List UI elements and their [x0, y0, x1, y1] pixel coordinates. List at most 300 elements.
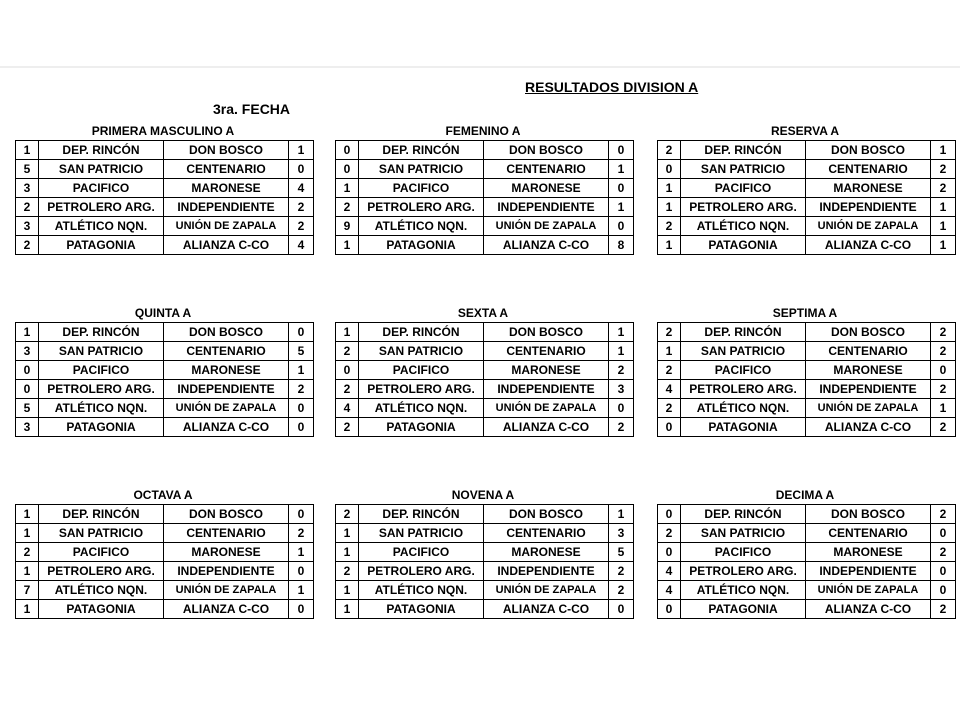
- home-team: PETROLERO ARG.: [359, 198, 484, 217]
- away-team: UNIÓN DE ZAPALA: [164, 399, 289, 418]
- home-score: 0: [658, 160, 681, 179]
- away-team: DON BOSCO: [484, 323, 609, 342]
- home-team: ATLÉTICO NQN.: [681, 399, 806, 418]
- home-team: PETROLERO ARG.: [39, 562, 164, 581]
- away-team: ALIANZA C-CO: [484, 236, 609, 255]
- home-score: 1: [16, 323, 39, 342]
- away-score: 1: [931, 399, 956, 418]
- match-row: [658, 380, 956, 399]
- results-table: [657, 140, 956, 255]
- away-score: 2: [931, 505, 956, 524]
- match-row: [658, 581, 956, 600]
- match-row: [16, 217, 314, 236]
- away-score: 1: [289, 581, 314, 600]
- home-score: 2: [336, 380, 359, 399]
- home-score: 1: [16, 562, 39, 581]
- away-score: 1: [289, 543, 314, 562]
- away-score: 1: [289, 361, 314, 380]
- home-team: SAN PATRICIO: [359, 342, 484, 361]
- home-score: 2: [336, 342, 359, 361]
- results-table: [15, 322, 314, 437]
- away-score: 1: [289, 141, 314, 160]
- home-score: 1: [658, 198, 681, 217]
- home-team: PETROLERO ARG.: [39, 198, 164, 217]
- home-score: 0: [336, 141, 359, 160]
- away-score: 2: [931, 342, 956, 361]
- category-title: RESERVA A: [770, 124, 839, 138]
- home-score: 1: [336, 323, 359, 342]
- home-team: PACIFICO: [359, 543, 484, 562]
- match-row: [658, 141, 956, 160]
- home-score: 7: [16, 581, 39, 600]
- home-score: 1: [336, 179, 359, 198]
- match-row: [16, 141, 314, 160]
- home-score: 1: [16, 600, 39, 619]
- away-score: 0: [289, 600, 314, 619]
- away-team: MARONESE: [484, 179, 609, 198]
- away-score: 1: [931, 217, 956, 236]
- match-row: [336, 217, 634, 236]
- away-score: 3: [609, 380, 634, 399]
- home-team: PACIFICO: [681, 361, 806, 380]
- away-team: MARONESE: [164, 361, 289, 380]
- home-team: PATAGONIA: [39, 418, 164, 437]
- away-score: 4: [289, 236, 314, 255]
- page-title: RESULTADOS DIVISION A: [525, 79, 699, 95]
- away-score: 2: [931, 543, 956, 562]
- home-team: DEP. RINCÓN: [681, 323, 806, 342]
- results-block-6: [657, 304, 953, 437]
- home-score: 3: [16, 418, 39, 437]
- match-row: [16, 323, 314, 342]
- away-team: INDEPENDIENTE: [806, 198, 931, 217]
- match-row: [16, 600, 314, 619]
- results-table: [657, 504, 956, 619]
- away-score: 5: [289, 342, 314, 361]
- away-score: 1: [931, 198, 956, 217]
- away-team: INDEPENDIENTE: [164, 562, 289, 581]
- home-score: 3: [16, 217, 39, 236]
- match-row: [16, 418, 314, 437]
- home-score: 4: [658, 562, 681, 581]
- match-row: [336, 198, 634, 217]
- away-team: CENTENARIO: [806, 160, 931, 179]
- away-team: ALIANZA C-CO: [484, 418, 609, 437]
- home-team: DEP. RINCÓN: [39, 505, 164, 524]
- home-score: 3: [16, 179, 39, 198]
- match-row: [16, 198, 314, 217]
- home-score: 0: [336, 160, 359, 179]
- away-score: 2: [609, 418, 634, 437]
- away-score: 0: [931, 581, 956, 600]
- away-team: UNIÓN DE ZAPALA: [484, 581, 609, 600]
- home-score: 2: [336, 418, 359, 437]
- match-row: [16, 524, 314, 543]
- match-row: [336, 342, 634, 361]
- home-team: SAN PATRICIO: [359, 160, 484, 179]
- match-row: [336, 399, 634, 418]
- home-score: 1: [336, 543, 359, 562]
- away-score: 0: [289, 505, 314, 524]
- away-score: 2: [609, 562, 634, 581]
- home-score: 2: [336, 198, 359, 217]
- away-team: DON BOSCO: [164, 141, 289, 160]
- home-team: ATLÉTICO NQN.: [39, 399, 164, 418]
- home-team: PETROLERO ARG.: [681, 380, 806, 399]
- home-score: 4: [658, 380, 681, 399]
- match-row: [658, 600, 956, 619]
- match-row: [336, 600, 634, 619]
- results-table: [335, 504, 634, 619]
- results-block-9: [657, 486, 953, 619]
- away-score: 0: [931, 524, 956, 543]
- home-team: PATAGONIA: [681, 418, 806, 437]
- home-score: 1: [336, 581, 359, 600]
- home-score: 1: [16, 505, 39, 524]
- away-score: 2: [289, 198, 314, 217]
- away-score: 2: [931, 323, 956, 342]
- away-team: ALIANZA C-CO: [164, 418, 289, 437]
- results-block-1: [15, 122, 311, 255]
- away-team: INDEPENDIENTE: [806, 562, 931, 581]
- home-score: 1: [16, 141, 39, 160]
- match-row: [658, 543, 956, 562]
- home-team: ATLÉTICO NQN.: [359, 399, 484, 418]
- away-score: 0: [609, 141, 634, 160]
- match-row: [336, 236, 634, 255]
- home-team: PATAGONIA: [359, 418, 484, 437]
- away-team: UNIÓN DE ZAPALA: [484, 217, 609, 236]
- home-team: SAN PATRICIO: [39, 524, 164, 543]
- match-row: [336, 179, 634, 198]
- match-row: [336, 562, 634, 581]
- away-team: ALIANZA C-CO: [806, 418, 931, 437]
- results-table: [335, 322, 634, 437]
- home-score: 1: [16, 524, 39, 543]
- home-score: 2: [336, 562, 359, 581]
- home-score: 0: [16, 380, 39, 399]
- home-team: PATAGONIA: [359, 600, 484, 619]
- away-score: 2: [931, 380, 956, 399]
- away-score: 0: [931, 562, 956, 581]
- category-title: FEMENINO A: [445, 124, 521, 138]
- match-row: [16, 380, 314, 399]
- away-team: MARONESE: [484, 543, 609, 562]
- home-score: 1: [336, 600, 359, 619]
- match-row: [658, 418, 956, 437]
- home-team: DEP. RINCÓN: [39, 323, 164, 342]
- results-block-4: [15, 304, 311, 437]
- home-team: SAN PATRICIO: [39, 160, 164, 179]
- top-divider: [0, 66, 960, 68]
- home-team: ATLÉTICO NQN.: [359, 217, 484, 236]
- home-score: 4: [658, 581, 681, 600]
- home-team: PACIFICO: [359, 361, 484, 380]
- away-score: 2: [289, 217, 314, 236]
- category-title: DECIMA A: [775, 488, 835, 502]
- home-team: PETROLERO ARG.: [359, 562, 484, 581]
- away-team: ALIANZA C-CO: [484, 600, 609, 619]
- away-score: 1: [931, 236, 956, 255]
- home-team: SAN PATRICIO: [681, 524, 806, 543]
- match-row: [658, 361, 956, 380]
- home-team: PACIFICO: [39, 179, 164, 198]
- away-score: 0: [931, 361, 956, 380]
- match-row: [336, 418, 634, 437]
- home-team: ATLÉTICO NQN.: [39, 217, 164, 236]
- match-row: [658, 160, 956, 179]
- away-score: 0: [609, 399, 634, 418]
- away-team: UNIÓN DE ZAPALA: [164, 581, 289, 600]
- home-team: DEP. RINCÓN: [39, 141, 164, 160]
- results-block-7: [15, 486, 311, 619]
- home-score: 0: [16, 361, 39, 380]
- match-row: [658, 198, 956, 217]
- home-team: PETROLERO ARG.: [39, 380, 164, 399]
- away-team: DON BOSCO: [484, 505, 609, 524]
- away-team: UNIÓN DE ZAPALA: [806, 399, 931, 418]
- match-row: [336, 361, 634, 380]
- results-table: [335, 140, 634, 255]
- away-score: 5: [609, 543, 634, 562]
- away-score: 2: [289, 380, 314, 399]
- home-team: DEP. RINCÓN: [681, 141, 806, 160]
- away-score: 2: [289, 524, 314, 543]
- home-team: ATLÉTICO NQN.: [681, 217, 806, 236]
- away-team: ALIANZA C-CO: [164, 236, 289, 255]
- home-score: 3: [16, 342, 39, 361]
- match-row: [658, 562, 956, 581]
- home-team: ATLÉTICO NQN.: [359, 581, 484, 600]
- away-team: MARONESE: [164, 543, 289, 562]
- match-row: [658, 323, 956, 342]
- home-score: 2: [658, 217, 681, 236]
- results-block-2: [335, 122, 631, 255]
- match-row: [16, 179, 314, 198]
- home-score: 1: [336, 236, 359, 255]
- home-team: PETROLERO ARG.: [359, 380, 484, 399]
- match-row: [658, 217, 956, 236]
- away-team: INDEPENDIENTE: [484, 380, 609, 399]
- away-score: 1: [609, 505, 634, 524]
- home-team: PACIFICO: [681, 543, 806, 562]
- home-team: PATAGONIA: [39, 600, 164, 619]
- match-row: [16, 581, 314, 600]
- home-team: DEP. RINCÓN: [681, 505, 806, 524]
- home-score: 1: [336, 524, 359, 543]
- away-team: CENTENARIO: [164, 342, 289, 361]
- home-team: ATLÉTICO NQN.: [681, 581, 806, 600]
- away-score: 2: [609, 361, 634, 380]
- home-team: DEP. RINCÓN: [359, 141, 484, 160]
- home-team: PATAGONIA: [681, 600, 806, 619]
- home-team: SAN PATRICIO: [681, 160, 806, 179]
- results-table: [15, 504, 314, 619]
- away-score: 4: [289, 179, 314, 198]
- match-row: [658, 342, 956, 361]
- match-row: [336, 323, 634, 342]
- home-team: SAN PATRICIO: [681, 342, 806, 361]
- away-team: DON BOSCO: [164, 323, 289, 342]
- home-score: 4: [336, 399, 359, 418]
- home-team: PATAGONIA: [681, 236, 806, 255]
- home-score: 5: [16, 399, 39, 418]
- match-row: [336, 141, 634, 160]
- away-team: CENTENARIO: [484, 342, 609, 361]
- away-team: ALIANZA C-CO: [806, 236, 931, 255]
- away-team: CENTENARIO: [164, 524, 289, 543]
- home-score: 9: [336, 217, 359, 236]
- match-row: [16, 543, 314, 562]
- away-team: ALIANZA C-CO: [164, 600, 289, 619]
- home-team: DEP. RINCÓN: [359, 505, 484, 524]
- away-team: INDEPENDIENTE: [164, 380, 289, 399]
- category-title: SEXTA A: [457, 306, 509, 320]
- away-score: 0: [609, 179, 634, 198]
- match-row: [16, 361, 314, 380]
- away-score: 3: [609, 524, 634, 543]
- match-row: [336, 380, 634, 399]
- away-team: UNIÓN DE ZAPALA: [806, 581, 931, 600]
- match-row: [336, 581, 634, 600]
- away-team: UNIÓN DE ZAPALA: [806, 217, 931, 236]
- away-team: DON BOSCO: [806, 323, 931, 342]
- away-score: 1: [609, 198, 634, 217]
- away-team: DON BOSCO: [806, 141, 931, 160]
- home-team: SAN PATRICIO: [359, 524, 484, 543]
- match-row: [658, 524, 956, 543]
- home-score: 2: [16, 198, 39, 217]
- away-score: 0: [289, 562, 314, 581]
- home-team: PETROLERO ARG.: [681, 198, 806, 217]
- round-label: 3ra. FECHA: [213, 101, 291, 117]
- away-team: CENTENARIO: [484, 524, 609, 543]
- away-team: DON BOSCO: [806, 505, 931, 524]
- away-team: UNIÓN DE ZAPALA: [164, 217, 289, 236]
- home-team: ATLÉTICO NQN.: [39, 581, 164, 600]
- match-row: [16, 160, 314, 179]
- away-score: 2: [931, 160, 956, 179]
- away-team: INDEPENDIENTE: [484, 562, 609, 581]
- away-score: 0: [289, 323, 314, 342]
- category-title: NOVENA A: [451, 488, 515, 502]
- home-score: 2: [658, 524, 681, 543]
- away-score: 0: [289, 160, 314, 179]
- home-score: 0: [336, 361, 359, 380]
- results-block-5: [335, 304, 631, 437]
- away-score: 0: [609, 600, 634, 619]
- match-row: [336, 505, 634, 524]
- home-score: 2: [658, 361, 681, 380]
- results-table: [657, 322, 956, 437]
- away-team: CENTENARIO: [806, 524, 931, 543]
- away-team: INDEPENDIENTE: [164, 198, 289, 217]
- away-team: CENTENARIO: [484, 160, 609, 179]
- home-score: 5: [16, 160, 39, 179]
- match-row: [336, 160, 634, 179]
- home-score: 0: [658, 600, 681, 619]
- home-score: 2: [658, 399, 681, 418]
- match-row: [16, 236, 314, 255]
- match-row: [658, 505, 956, 524]
- home-score: 0: [658, 505, 681, 524]
- away-team: UNIÓN DE ZAPALA: [484, 399, 609, 418]
- away-score: 8: [609, 236, 634, 255]
- home-score: 0: [658, 418, 681, 437]
- away-score: 0: [609, 217, 634, 236]
- home-team: DEP. RINCÓN: [359, 323, 484, 342]
- away-team: ALIANZA C-CO: [806, 600, 931, 619]
- match-row: [336, 524, 634, 543]
- away-team: CENTENARIO: [164, 160, 289, 179]
- away-score: 1: [931, 141, 956, 160]
- category-title: OCTAVA A: [133, 488, 193, 502]
- home-team: PACIFICO: [39, 361, 164, 380]
- away-team: INDEPENDIENTE: [806, 380, 931, 399]
- home-score: 2: [16, 236, 39, 255]
- away-score: 0: [289, 418, 314, 437]
- home-score: 2: [658, 323, 681, 342]
- home-team: SAN PATRICIO: [39, 342, 164, 361]
- away-team: DON BOSCO: [164, 505, 289, 524]
- away-score: 1: [609, 323, 634, 342]
- away-score: 2: [931, 179, 956, 198]
- away-team: MARONESE: [806, 361, 931, 380]
- away-team: CENTENARIO: [806, 342, 931, 361]
- home-score: 2: [658, 141, 681, 160]
- home-team: PATAGONIA: [359, 236, 484, 255]
- match-row: [16, 342, 314, 361]
- away-score: 2: [609, 581, 634, 600]
- home-team: PACIFICO: [681, 179, 806, 198]
- category-title: QUINTA A: [134, 306, 192, 320]
- home-score: 2: [16, 543, 39, 562]
- match-row: [658, 236, 956, 255]
- category-title: PRIMERA MASCULINO A: [91, 124, 235, 138]
- away-score: 1: [609, 160, 634, 179]
- home-score: 1: [658, 179, 681, 198]
- results-block-3: [657, 122, 953, 255]
- match-row: [658, 399, 956, 418]
- home-team: PATAGONIA: [39, 236, 164, 255]
- away-team: INDEPENDIENTE: [484, 198, 609, 217]
- match-row: [16, 562, 314, 581]
- away-score: 2: [931, 418, 956, 437]
- away-score: 2: [931, 600, 956, 619]
- results-block-8: [335, 486, 631, 619]
- home-team: PETROLERO ARG.: [681, 562, 806, 581]
- away-score: 1: [609, 342, 634, 361]
- away-team: MARONESE: [806, 543, 931, 562]
- home-team: PACIFICO: [359, 179, 484, 198]
- match-row: [16, 399, 314, 418]
- away-score: 0: [289, 399, 314, 418]
- home-score: 1: [658, 342, 681, 361]
- home-score: 2: [336, 505, 359, 524]
- results-table: [15, 140, 314, 255]
- away-team: DON BOSCO: [484, 141, 609, 160]
- match-row: [336, 543, 634, 562]
- match-row: [16, 505, 314, 524]
- away-team: MARONESE: [484, 361, 609, 380]
- match-row: [658, 179, 956, 198]
- home-team: PACIFICO: [39, 543, 164, 562]
- home-score: 0: [658, 543, 681, 562]
- away-team: MARONESE: [806, 179, 931, 198]
- category-title: SEPTIMA A: [772, 306, 838, 320]
- home-score: 1: [658, 236, 681, 255]
- away-team: MARONESE: [164, 179, 289, 198]
